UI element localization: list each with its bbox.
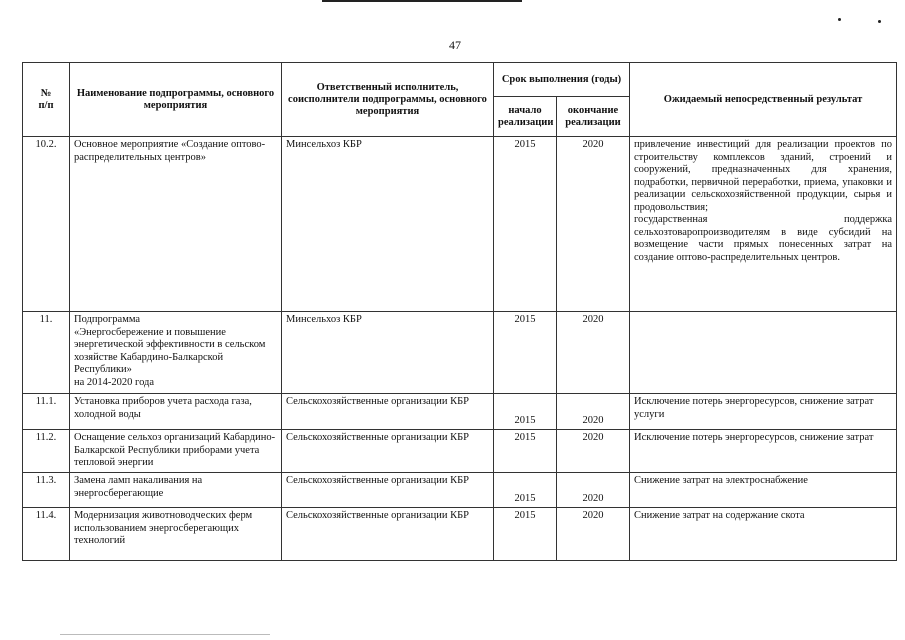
row-result: Снижение затрат на электроснабжение: [630, 473, 897, 508]
row-executor: Сельскохозяйственные организации КБР: [282, 473, 494, 508]
row-result: Исключение потерь энергоресурсов, снижение затрат услуги: [630, 394, 897, 430]
table-row: [23, 430, 897, 473]
row-executor: Сельскохозяйственные организации КБР: [282, 508, 494, 561]
header-term: Срок выполнения (годы): [494, 63, 630, 97]
row-end: 2020: [557, 508, 630, 561]
scan-artifact-dot: [838, 18, 841, 21]
row-num: 11.1.: [23, 394, 70, 430]
row-result: [630, 312, 897, 394]
row-result: Снижение затрат на содержание скота: [630, 508, 897, 561]
row-end: 2020: [557, 137, 630, 312]
header-name: Наименование подпрограммы, основного мероприятия: [70, 63, 282, 137]
row-name: Основное мероприятие «Создание оптово-распределительных центров»: [70, 137, 282, 312]
program-table: [22, 62, 897, 561]
row-end: 2020: [557, 430, 630, 473]
row-end: 2020: [557, 312, 630, 394]
header-result: Ожидаемый непосредственный результат: [630, 63, 897, 137]
table-row: [23, 137, 897, 312]
row-executor: Минсельхоз КБР: [282, 137, 494, 312]
row-name: Замена ламп накаливания на энергосберегающие: [70, 473, 282, 508]
page-number: 47: [449, 38, 461, 52]
row-num: 11.4.: [23, 508, 70, 561]
row-start: 2015: [494, 312, 557, 394]
row-result: Исключение потерь энергоресурсов, снижение затрат: [630, 430, 897, 473]
header-num: № п/п: [23, 63, 70, 137]
header-start: начало реализации: [494, 97, 557, 137]
scan-artifact-dot: [878, 20, 881, 23]
row-executor: Сельскохозяйственные организации КБР: [282, 430, 494, 473]
row-num: 11.2.: [23, 430, 70, 473]
header-end: окончание реализации: [557, 97, 630, 137]
row-executor: Сельскохозяйственные организации КБР: [282, 394, 494, 430]
row-name: Установка приборов учета расхода газа, холодной воды: [70, 394, 282, 430]
scan-artifact-top-line: [322, 0, 522, 2]
row-name: Подпрограмма «Энергосбережение и повышение энергетической эффективности в сельском хозяйстве Кабардино-Балкарской Республики» на 2014-2020 года: [70, 312, 282, 394]
row-start: 2015: [494, 137, 557, 312]
scan-artifact-bottom-line: [60, 634, 270, 635]
row-name: Оснащение сельхоз организаций Кабардино-Балкарской Республики приборами учета тепловой энергии: [70, 430, 282, 473]
table-row: [23, 473, 897, 508]
row-num: 11.3.: [23, 473, 70, 508]
row-executor: Минсельхоз КБР: [282, 312, 494, 394]
table-row: [23, 508, 897, 561]
header-executor: Ответственный исполнитель, соисполнители подпрограммы, основного мероприятия: [282, 63, 494, 137]
row-name: Модернизация животноводческих ферм использованием энергосберегающих технологий: [70, 508, 282, 561]
row-num: 10.2.: [23, 137, 70, 312]
row-num: 11.: [23, 312, 70, 394]
row-end: 2020: [557, 473, 630, 508]
table-row: [23, 394, 897, 430]
row-start: 2015: [494, 473, 557, 508]
row-result: привлечение инвестиций для реализации проектов по строительству комплексов зданий, строений и сооружений, предназначенных для хранения, подработки, первичной переработки, приема, упаковки и реализации сельскохозяйственной продукции, сырья и продовольствия; государственная поддержка сельхозтоваропроизводителям в виде субсидий на возмещение части прямых понесенных затрат на создание оптово-распределительных центров.: [630, 137, 897, 312]
row-start: 2015: [494, 430, 557, 473]
row-start: 2015: [494, 394, 557, 430]
table-row: [23, 312, 897, 394]
row-start: 2015: [494, 508, 557, 561]
row-end: 2020: [557, 394, 630, 430]
header-row: [23, 63, 897, 97]
